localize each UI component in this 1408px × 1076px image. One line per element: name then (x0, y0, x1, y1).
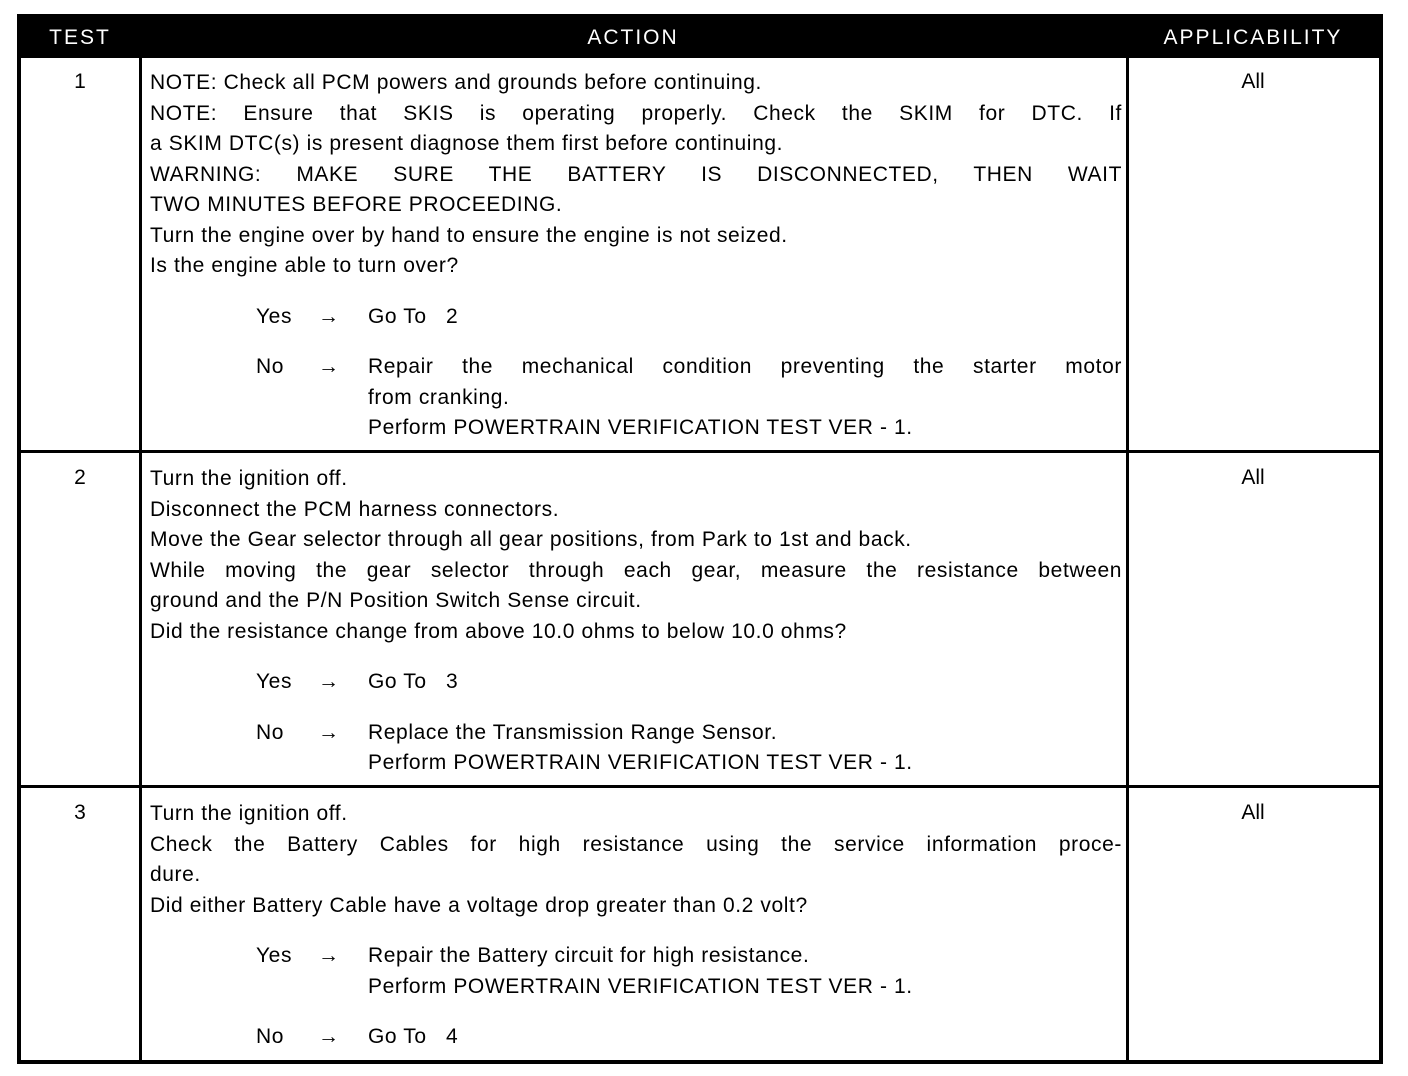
result-line: Perform POWERTRAIN VERIFICATION TEST VER - 1. (368, 974, 913, 998)
arrow-icon: → (318, 1025, 340, 1048)
action-cell (150, 68, 1122, 444)
action-line: Turn the engine over by hand to ensure the engine is not seized. (150, 223, 788, 247)
arrow-icon: → (318, 304, 340, 328)
header-test: TEST (49, 26, 111, 49)
yes-label: Yes (256, 670, 293, 693)
result-line: Go To 3 (368, 670, 459, 693)
header-action: ACTION (587, 26, 679, 49)
applicability-value: All (1241, 466, 1265, 489)
no-label: No (256, 1025, 285, 1048)
action-cell (150, 464, 1122, 779)
yes-branch (150, 302, 1122, 333)
yes-result (368, 302, 1122, 333)
arrow-icon: → (318, 355, 340, 378)
action-line: NOTE: Check all PCM powers and grounds before continuing. (150, 71, 762, 94)
no-branch (150, 352, 1122, 444)
result-line: Perform POWERTRAIN VERIFICATION TEST VER - 1. (368, 416, 913, 439)
test-number: 3 (74, 801, 86, 824)
action-line: Disconnect the PCM harness connectors. (150, 497, 560, 521)
action-line: Check the Battery Cables for high resistance using the service information proce- (150, 832, 1122, 856)
arrow-icon: → (318, 944, 340, 967)
test-number: 2 (74, 466, 86, 489)
test-number: 1 (74, 70, 86, 93)
yes-branch (150, 667, 1122, 698)
action-line: WARNING: MAKE SURE THE BATTERY IS DISCONNECTED, THEN WAIT (150, 162, 1122, 186)
applicability-value: All (1241, 801, 1265, 824)
action-line: ground and the P/N Position Switch Sense circuit. (150, 589, 642, 612)
no-label: No (256, 355, 285, 378)
action-line: dure. (150, 863, 201, 886)
no-label: No (256, 720, 285, 744)
diagnostic-table (17, 14, 1383, 1064)
yes-branch (150, 941, 1122, 1002)
row-divider (21, 785, 1379, 788)
yes-label: Yes (256, 304, 293, 328)
no-result (368, 352, 1122, 444)
action-line: NOTE: Ensure that SKIS is operating properly. Check the SKIM for DTC. If (150, 101, 1122, 125)
action-line: TWO MINUTES BEFORE PROCEEDING. (150, 193, 563, 216)
action-line: a SKIM DTC(s) is present diagnose them first before continuing. (150, 132, 784, 155)
arrow-icon: → (318, 670, 340, 693)
no-result (368, 718, 1122, 779)
no-result (368, 1022, 1122, 1053)
yes-result (368, 667, 1122, 698)
result-line: Go To 4 (368, 1025, 459, 1048)
column-divider (1126, 58, 1129, 1060)
action-line: Move the Gear selector through all gear positions, from Park to 1st and back. (150, 528, 912, 551)
result-line: Go To 2 (368, 304, 459, 328)
action-line: While moving the gear selector through each gear, measure the resistance between (150, 558, 1122, 582)
yes-label: Yes (256, 944, 293, 967)
result-line: Repair the Battery circuit for high resistance. (368, 944, 810, 967)
applicability-value: All (1241, 70, 1265, 93)
action-line: Is the engine able to turn over? (150, 254, 459, 277)
action-line: Turn the ignition off. (150, 467, 348, 490)
result-line: Replace the Transmission Range Sensor. (368, 720, 778, 744)
column-divider (139, 58, 142, 1060)
table-header (21, 18, 1379, 58)
no-branch (150, 1022, 1122, 1053)
result-line: Repair the mechanical condition preventing the starter motor (368, 355, 1122, 378)
row-divider (21, 450, 1379, 453)
result-line: Perform POWERTRAIN VERIFICATION TEST VER - 1. (368, 751, 913, 774)
yes-result (368, 941, 1122, 1002)
no-branch (150, 718, 1122, 779)
action-line: Turn the ignition off. (150, 802, 348, 825)
action-line: Did the resistance change from above 10.0 ohms to below 10.0 ohms? (150, 619, 847, 643)
arrow-icon: → (318, 720, 340, 744)
result-line: from cranking. (368, 385, 510, 409)
action-line: Did either Battery Cable have a voltage drop greater than 0.2 volt? (150, 893, 808, 917)
header-applicability: APPLICABILITY (1163, 26, 1343, 49)
action-cell (150, 799, 1122, 1053)
